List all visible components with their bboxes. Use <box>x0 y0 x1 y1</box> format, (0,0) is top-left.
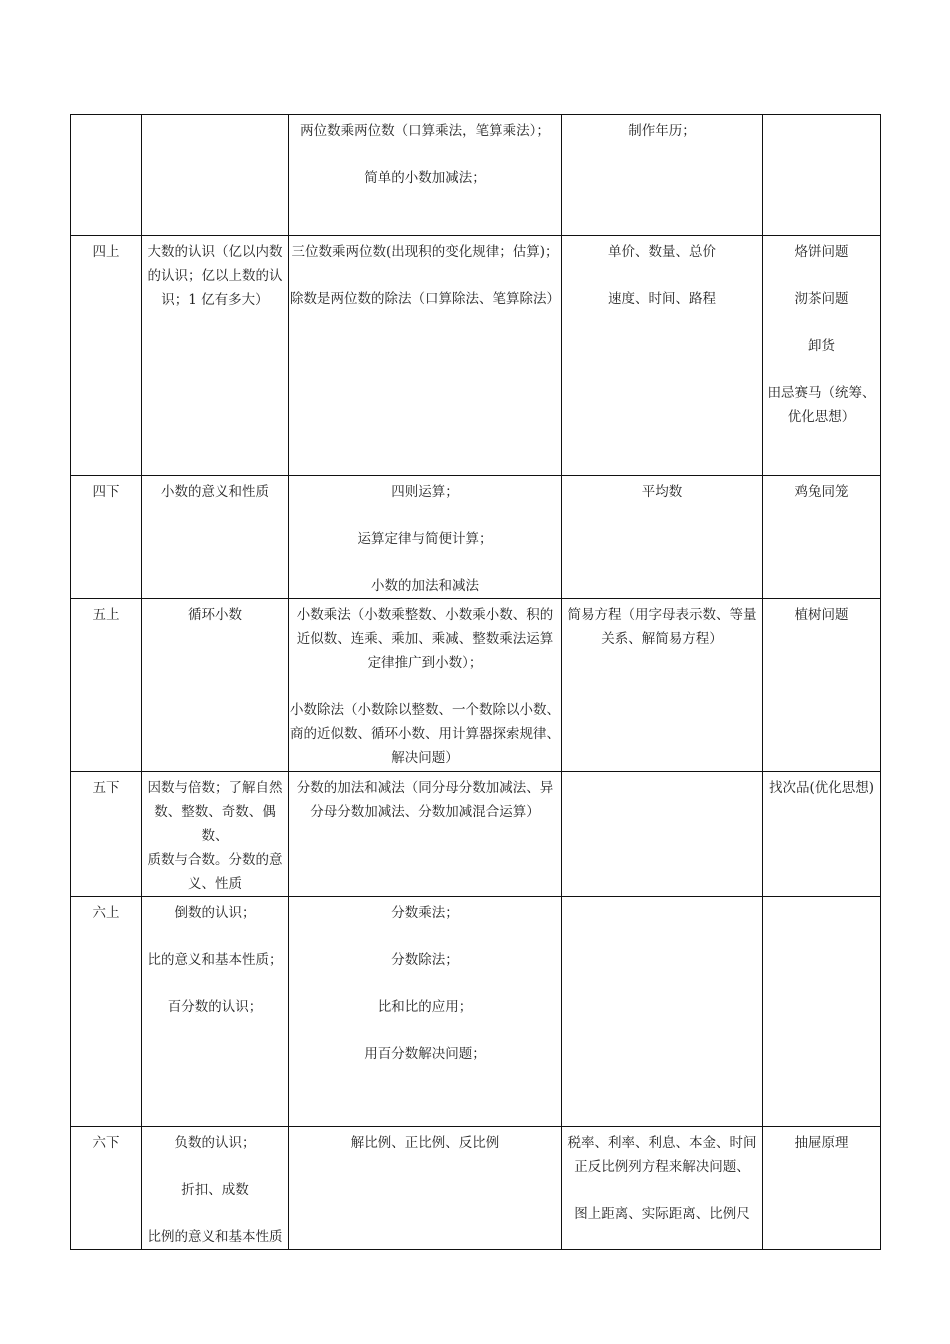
cell-line: 植树问题 <box>794 607 849 623</box>
grade-label: 六上 <box>92 905 120 921</box>
row-grade6-down <box>71 1127 881 1250</box>
cell-line: 沏茶问题 <box>794 291 849 307</box>
cell-line: 两位数乘两位数（口算乘法，笔算乘法）； <box>300 123 550 139</box>
cell-line <box>763 264 880 287</box>
cell-line: 比和比的应用； <box>377 999 473 1015</box>
cell-line <box>289 504 561 527</box>
cell-line: 因数与倍数；了解自然 <box>147 780 283 796</box>
cell-line: 质数与合数。分数的意 <box>147 852 283 868</box>
cell-line: 除数是两位数的除法（口算除法、笔算除法） <box>290 291 560 307</box>
application-cell <box>562 1127 763 1250</box>
cell-line <box>763 311 880 334</box>
cell-line: 关系、解简易方程） <box>601 631 723 647</box>
cell-line <box>289 551 561 574</box>
cell-line: 倒数的认识； <box>174 905 256 921</box>
cell-line: 优化思想） <box>787 409 856 425</box>
cell-line <box>763 358 880 381</box>
content-knowledge-cell <box>142 1127 289 1250</box>
content-knowledge-cell <box>142 897 289 1127</box>
cell-line <box>142 925 288 948</box>
cell-line: 分数除法； <box>391 952 459 968</box>
cell-line <box>562 264 762 287</box>
content-knowledge-cell <box>142 115 289 236</box>
cell-line: 小数的意义和性质 <box>161 484 269 500</box>
cell-line: 分母分数加减法、分数加减混合运算） <box>310 804 540 820</box>
cell-line: 大数的认识（亿以内数 <box>147 244 283 260</box>
row-grade4-down <box>71 476 881 599</box>
table-body <box>71 115 881 1250</box>
cell-line: 用百分数解决问题； <box>364 1046 486 1062</box>
grade-cell <box>71 476 142 599</box>
application-cell <box>562 115 763 236</box>
cell-line: 田忌赛马（统筹、 <box>767 385 876 401</box>
cell-line <box>142 972 288 995</box>
cell-line: 正反比例列方程来解决问题、 <box>574 1159 750 1175</box>
row-continuation <box>71 115 881 236</box>
math-thinking-cell <box>763 236 881 476</box>
grade-cell <box>71 897 142 1127</box>
row-grade6-up <box>71 897 881 1127</box>
cell-line: 平均数 <box>641 484 683 500</box>
content-knowledge-cell <box>142 599 289 772</box>
cell-line <box>289 143 561 166</box>
grade-cell <box>71 599 142 772</box>
cell-line: 运算定律与简便计算； <box>357 531 493 547</box>
application-cell <box>562 897 763 1127</box>
row-grade5-down <box>71 772 881 897</box>
cell-line: 百分数的认识； <box>167 999 263 1015</box>
cell-line <box>289 675 561 698</box>
cell-line <box>142 1155 288 1178</box>
math-thinking-cell <box>763 599 881 772</box>
cell-line: 四则运算； <box>391 484 459 500</box>
cell-line: 单价、数量、总价 <box>608 244 716 260</box>
grade-cell <box>71 772 142 897</box>
grade-label: 五上 <box>92 607 120 623</box>
cell-line: 比例的意义和基本性质 <box>147 1229 283 1245</box>
curriculum-table <box>70 114 881 1250</box>
computation-cell <box>289 772 562 897</box>
application-cell <box>562 236 763 476</box>
application-cell <box>562 772 763 897</box>
cell-line <box>142 1202 288 1225</box>
cell-line: 商的近似数、循环小数、用计算器探索规律、 <box>290 726 560 742</box>
grade-cell <box>71 115 142 236</box>
cell-line: 比的意义和基本性质； <box>147 952 283 968</box>
cell-line <box>289 972 561 995</box>
cell-line: 小数乘法（小数乘整数、小数乘小数、积的 <box>296 607 554 623</box>
cell-line: 图上距离、实际距离、比例尺 <box>574 1206 750 1222</box>
cell-line: 义、性质 <box>188 876 242 892</box>
computation-cell <box>289 236 562 476</box>
cell-line: 解决问题） <box>391 750 459 766</box>
cell-line: 分数的加法和减法（同分母分数加减法、异 <box>296 780 554 796</box>
cell-line <box>562 1179 762 1202</box>
cell-line: 循环小数 <box>188 607 242 623</box>
row-grade4-up <box>71 236 881 476</box>
grade-label: 五下 <box>92 780 120 796</box>
cell-line: 的认识；亿以上数的认 <box>147 268 283 284</box>
math-thinking-cell <box>763 897 881 1127</box>
cell-line: 三位数乘两位数(出现积的变化规律；估算)； <box>291 244 559 260</box>
computation-cell <box>289 476 562 599</box>
math-thinking-cell <box>763 115 881 236</box>
cell-line: 卸货 <box>808 338 835 354</box>
grade-cell <box>71 236 142 476</box>
math-thinking-cell <box>763 1127 881 1250</box>
cell-line: 解比例、正比例、反比例 <box>350 1135 500 1151</box>
cell-line <box>289 1019 561 1042</box>
cell-line <box>289 925 561 948</box>
cell-line: 近似数、连乘、乘加、乘减、整数乘法运算 <box>296 631 554 647</box>
computation-cell <box>289 599 562 772</box>
math-thinking-cell <box>763 476 881 599</box>
cell-line: 数、整数、奇数、偶数、 <box>154 804 276 844</box>
math-thinking-cell <box>763 772 881 897</box>
grade-label: 四上 <box>92 244 120 260</box>
cell-line: 鸡兔同笼 <box>794 484 849 500</box>
content-knowledge-cell <box>142 236 289 476</box>
content-knowledge-cell <box>142 772 289 897</box>
cell-line: 定律推广到小数）； <box>367 655 483 671</box>
computation-cell <box>289 115 562 236</box>
cell-line: 抽屉原理 <box>794 1135 849 1151</box>
row-grade5-up <box>71 599 881 772</box>
application-cell <box>562 599 763 772</box>
grade-label: 六下 <box>92 1135 120 1151</box>
cell-line: 负数的认识； <box>174 1135 256 1151</box>
cell-line: 小数除法（小数除以整数、一个数除以小数、 <box>290 702 560 718</box>
cell-line: 烙饼问题 <box>794 244 849 260</box>
cell-line: 简易方程（用字母表示数、等量 <box>567 607 757 623</box>
content-knowledge-cell <box>142 476 289 599</box>
cell-line: 税率、利率、利息、本金、时间 <box>567 1135 757 1151</box>
computation-cell <box>289 1127 562 1250</box>
cell-line: 小数的加法和减法 <box>371 578 479 594</box>
cell-line: 简单的小数加减法； <box>364 170 486 186</box>
cell-line: 折扣、成数 <box>181 1182 249 1198</box>
cell-line: 速度、时间、路程 <box>608 291 716 307</box>
cell-line <box>289 264 561 287</box>
cell-line: 识；1 亿有多大） <box>161 292 269 308</box>
cell-line: 制作年历； <box>628 123 696 139</box>
application-cell <box>562 476 763 599</box>
grade-label: 四下 <box>92 484 120 500</box>
cell-line: 找次品(优化思想) <box>768 780 875 796</box>
cell-line: 分数乘法； <box>391 905 459 921</box>
grade-cell <box>71 1127 142 1250</box>
computation-cell <box>289 897 562 1127</box>
